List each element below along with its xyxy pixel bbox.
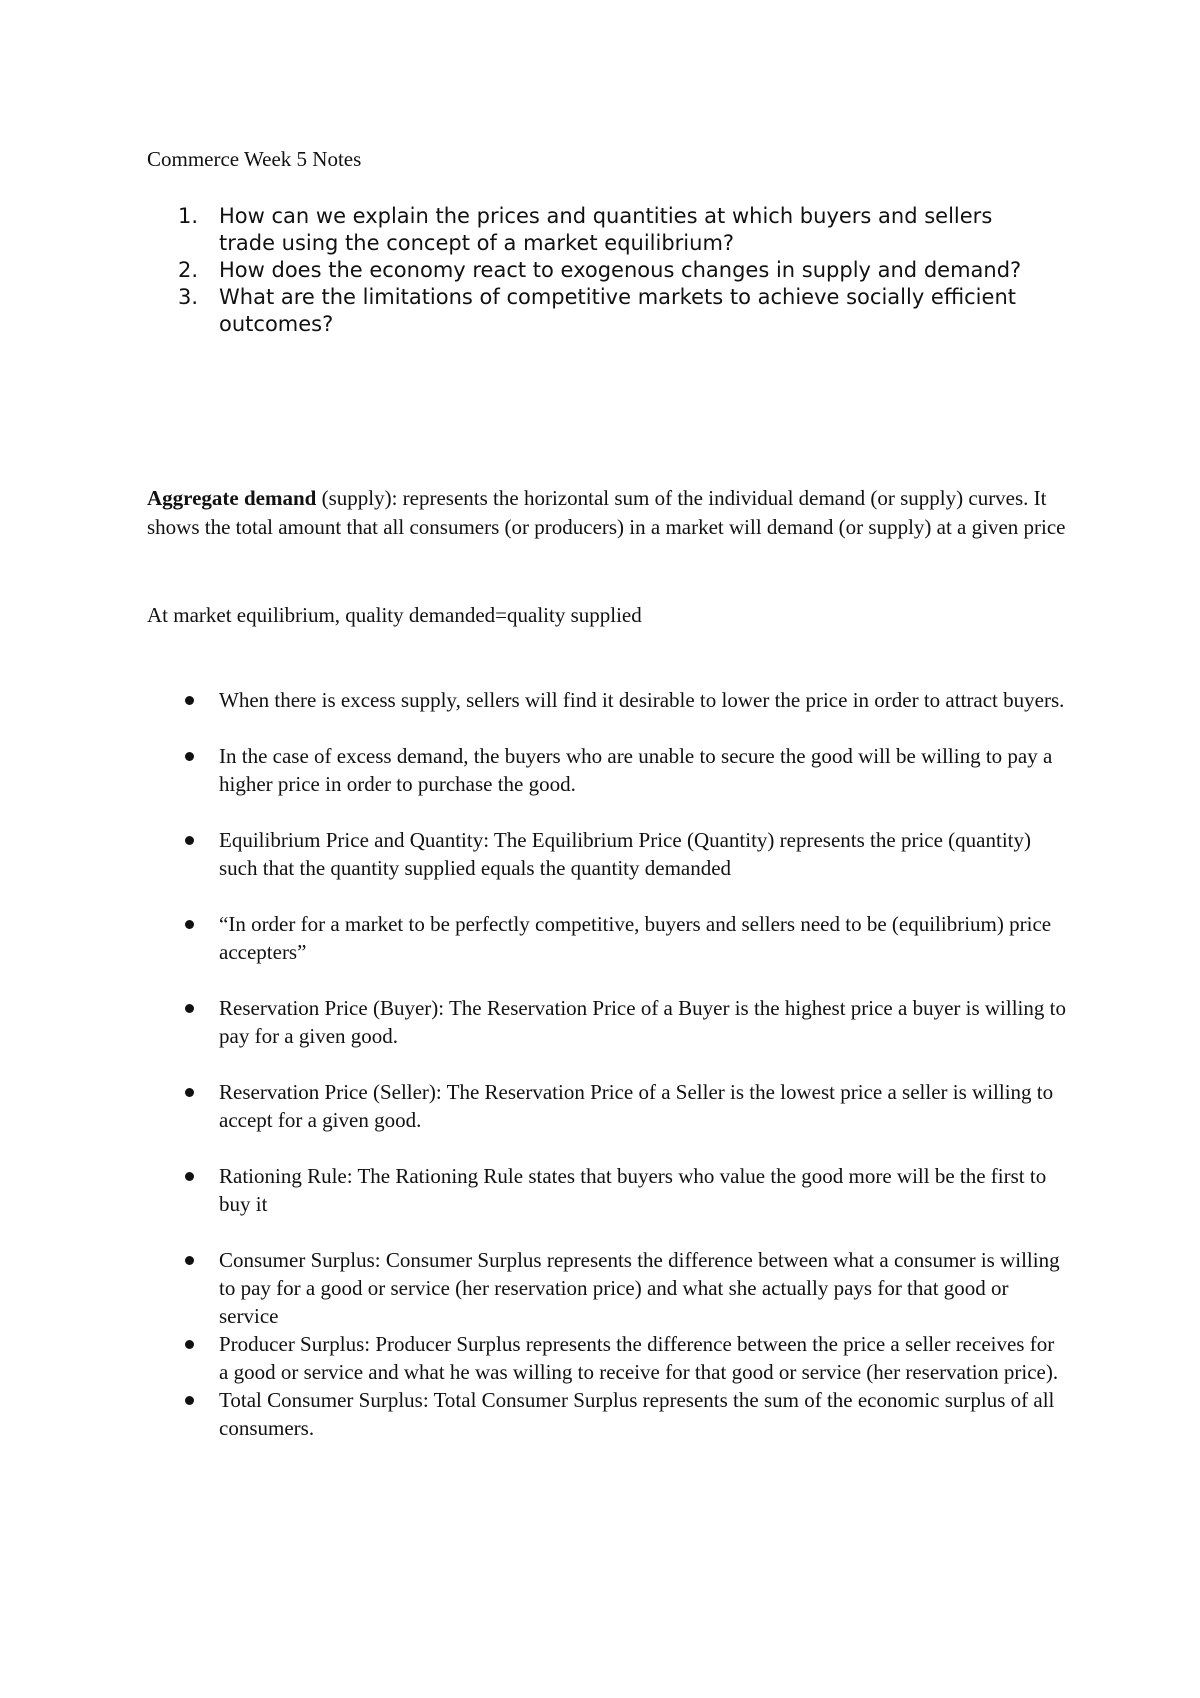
bullet-icon <box>185 920 194 929</box>
list-item <box>147 742 1067 798</box>
aggregate-text: (supply): represents the horizontal sum of the individual demand (or supply) curves. It shows the total amount that all consumers (or producers) in a market will demand (or supply) at a given price <box>147 486 1066 539</box>
question-text: What are the limitations of competitive markets to achieve socially efficient outcomes? <box>219 285 1016 336</box>
bullet-icon <box>185 1256 194 1265</box>
bullet-text: Consumer Surplus: Consumer Surplus represents the difference between what a consumer is willing to pay for a good or service (her reservation price) and what she actually pays for that good or service <box>219 1248 1060 1328</box>
bullet-list <box>147 686 1067 1442</box>
list-item <box>147 1330 1067 1386</box>
question-text: How does the economy react to exogenous changes in supply and demand? <box>219 258 1022 282</box>
bullet-icon <box>185 1396 194 1405</box>
bullet-icon <box>185 752 194 761</box>
bullet-text: Reservation Price (Buyer): The Reservation Price of a Buyer is the highest price a buyer is willing to pay for a given good. <box>219 996 1066 1048</box>
bullet-icon <box>185 1088 194 1097</box>
question-list <box>178 203 1038 338</box>
question-text: How can we explain the prices and quantities at which buyers and sellers trade using the concept of a market equilibrium? <box>219 204 993 255</box>
list-item <box>147 826 1067 882</box>
list-item <box>178 203 1038 257</box>
equilibrium-statement: At market equilibrium, quality demanded=quality supplied <box>147 603 642 627</box>
list-item <box>147 1162 1067 1218</box>
list-number: 3. <box>178 285 199 309</box>
bullet-text: Reservation Price (Seller): The Reservation Price of a Seller is the lowest price a seller is willing to accept for a given good. <box>219 1080 1054 1132</box>
list-item <box>147 910 1067 966</box>
aggregate-definition <box>147 484 1067 542</box>
aggregate-term: Aggregate demand <box>147 486 317 510</box>
bullet-text: Total Consumer Surplus: Total Consumer Surplus represents the sum of the economic surplus of all consumers. <box>219 1388 1055 1440</box>
bullet-icon <box>185 1004 194 1013</box>
bullet-text: Equilibrium Price and Quantity: The Equilibrium Price (Quantity) represents the price (quantity) such that the quantity supplied equals the quantity demanded <box>219 828 1031 880</box>
bullet-icon <box>185 696 194 705</box>
list-number: 2. <box>178 258 199 282</box>
bullet-icon <box>185 1172 194 1181</box>
bullet-icon <box>185 1340 194 1349</box>
list-number: 1. <box>178 204 199 228</box>
bullet-icon <box>185 836 194 845</box>
page-title: Commerce Week 5 Notes <box>147 147 362 171</box>
bullet-text: “In order for a market to be perfectly competitive, buyers and sellers need to be (equilibrium) price accepters” <box>219 912 1052 964</box>
list-item <box>147 1386 1067 1442</box>
bullet-text: Producer Surplus: Producer Surplus represents the difference between the price a seller receives for a good or service and what he was willing to receive for that good or service (her reservation price). <box>219 1332 1059 1384</box>
bullet-text: In the case of excess demand, the buyers who are unable to secure the good will be willing to pay a higher price in order to purchase the good. <box>219 744 1053 796</box>
list-item <box>147 1078 1067 1134</box>
bullet-text: Rationing Rule: The Rationing Rule states that buyers who value the good more will be the first to buy it <box>219 1164 1047 1216</box>
list-item <box>147 994 1067 1050</box>
list-item <box>147 1246 1067 1330</box>
list-item <box>178 284 1038 338</box>
list-item <box>147 686 1067 714</box>
list-item <box>178 257 1038 284</box>
bullet-text: When there is excess supply, sellers will find it desirable to lower the price in order to attract buyers. <box>219 688 1065 712</box>
